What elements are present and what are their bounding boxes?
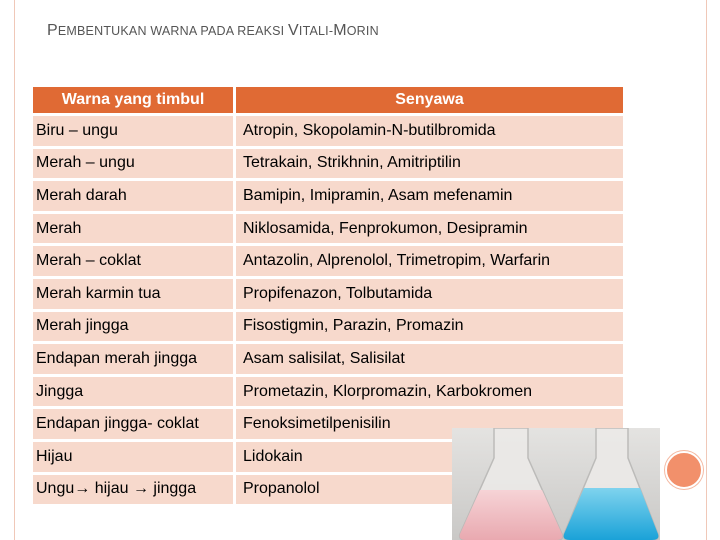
cell-senyawa: Asam salisilat, Salisilat: [236, 344, 623, 374]
cell-senyawa: Antazolin, Alprenolol, Trimetropim, Warfarin: [236, 246, 623, 276]
table-row: [33, 344, 623, 374]
cell-senyawa: Prometazin, Klorpromazin, Karbokromen: [236, 377, 623, 407]
cell-warna: Merah darah: [33, 181, 233, 211]
table-row: [33, 377, 623, 407]
table-header-row: [33, 87, 623, 113]
cell-warna: Merah jingga: [33, 312, 233, 342]
cell-senyawa: Atropin, Skopolamin-N-butilbromida: [236, 116, 623, 146]
cell-senyawa: Niklosamida, Fenprokumon, Desipramin: [236, 214, 623, 244]
cell-senyawa: Fenoksimetilpenisilin: [236, 409, 623, 439]
cell-warna: Endapan jingga- coklat: [33, 409, 233, 439]
cell-warna: Jingga: [33, 377, 233, 407]
cell-senyawa: Lidokain: [236, 442, 623, 472]
cell-warna: Merah – coklat: [33, 246, 233, 276]
cell-warna: Merah – ungu: [33, 149, 233, 179]
table-row: [33, 246, 623, 276]
cell-warna: Endapan merah jingga: [33, 344, 233, 374]
cell-warna: Hijau: [33, 442, 233, 472]
cell-warna: Merah: [33, 214, 233, 244]
table-row: [33, 312, 623, 342]
flasks-photo: [452, 428, 660, 540]
left-margin-rule: [14, 0, 15, 540]
table-row: [33, 279, 623, 309]
cell-senyawa: Propifenazon, Tolbutamida: [236, 279, 623, 309]
header-senyawa: Senyawa: [236, 87, 623, 113]
cell-senyawa: Bamipin, Imipramin, Asam mefenamin: [236, 181, 623, 211]
table-row: [33, 116, 623, 146]
table-row: [33, 214, 623, 244]
slide-title: PEMBENTUKAN WARNA PADA REAKSI VITALI-MORIN: [47, 22, 379, 39]
cell-senyawa: Propanolol: [236, 475, 623, 505]
cell-warna: Biru – ungu: [33, 116, 233, 146]
table-row: [33, 149, 623, 179]
cell-senyawa: Fisostigmin, Parazin, Promazin: [236, 312, 623, 342]
cell-warna: Merah karmin tua: [33, 279, 233, 309]
cell-warna: Ungu→ hijau → jingga: [33, 475, 233, 505]
decorative-circle: [665, 451, 703, 489]
table-row: [33, 181, 623, 211]
header-warna: Warna yang timbul: [33, 87, 233, 113]
cell-senyawa: Tetrakain, Strikhnin, Amitriptilin: [236, 149, 623, 179]
right-margin-rule: [706, 0, 707, 540]
